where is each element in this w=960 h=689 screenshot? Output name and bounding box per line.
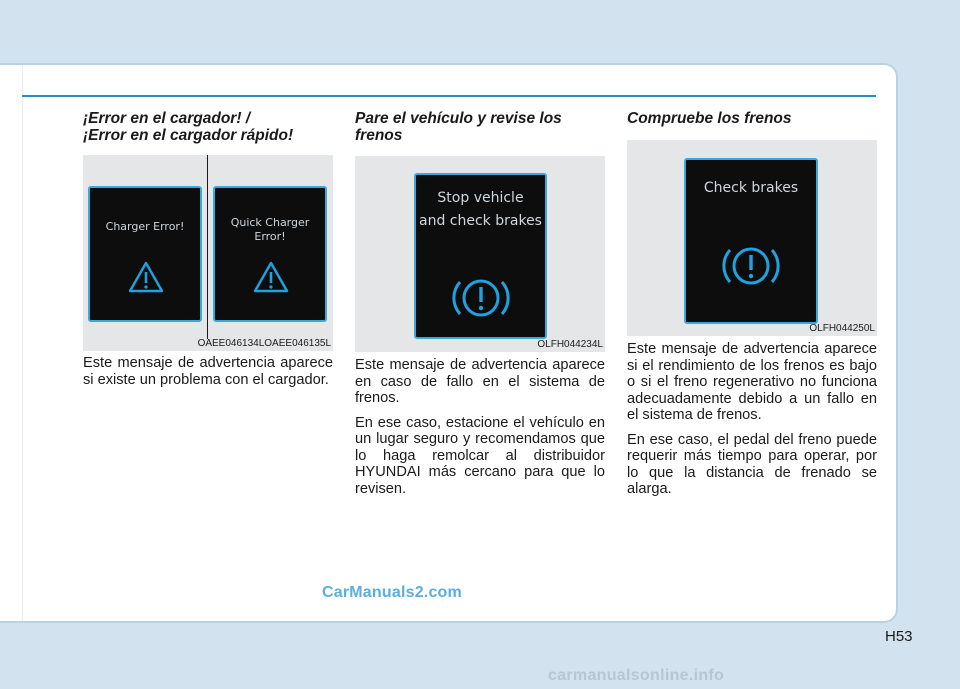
heading-line: ¡Error en el cargador rápido! — [83, 127, 294, 144]
heading-line: ¡Error en el cargador! / — [83, 110, 251, 127]
footer-site-link[interactable]: CarManuals2.com — [322, 584, 462, 601]
figure-divider — [207, 155, 208, 339]
figure-stop-vehicle — [355, 156, 605, 352]
figure-code: OLFH044250L — [809, 323, 875, 334]
section-stop-vehicle — [355, 110, 605, 505]
figure-charger-error — [83, 155, 333, 351]
warning-triangle-icon — [127, 260, 165, 294]
figure-check-brakes — [627, 140, 877, 336]
header-rule — [22, 95, 876, 97]
body-paragraph: Este mensaje de advertencia aparece si existe un problema con el cargador. — [83, 355, 333, 388]
watermark-text: carmanualsonline.info — [548, 667, 725, 684]
section-heading — [355, 110, 605, 144]
body-paragraph: Este mensaje de advertencia aparece si el rendimiento de los frenos es bajo o si el freno regenerativo no funciona adecuadamente debido a un fallo en el sistema de frenos. — [627, 341, 877, 423]
display-stop-vehicle — [414, 173, 547, 339]
display-check-brakes — [684, 158, 818, 324]
warning-triangle-icon — [252, 260, 290, 294]
body-paragraph: En ese caso, estacione el vehículo en un lugar seguro y recomendamos que lo haga remolcar al distribuidor HYUNDAI más cercano para que lo revisen. — [355, 414, 605, 497]
brake-warning-icon — [721, 240, 781, 292]
heading-line: Compruebe los frenos — [627, 110, 792, 127]
display-charger-error — [88, 186, 202, 322]
display-message: Quick Charger Error! — [230, 216, 310, 243]
section-charger-error — [83, 110, 333, 396]
page-number: H53 — [885, 628, 913, 645]
brake-warning-icon — [451, 272, 511, 324]
body-paragraph: En ese caso, el pedal del freno puede requerir más tiempo para operar, por lo que la distancia de frenado se alarga. — [627, 431, 877, 497]
heading-line: frenos — [355, 127, 403, 144]
display-message: Charger Error! — [105, 220, 185, 233]
heading-line: Pare el vehículo y revise los — [355, 110, 562, 127]
display-message-line: and check brakes — [419, 213, 542, 229]
figure-code: OAEE046134LOAEE046135L — [197, 338, 331, 349]
section-check-brakes — [627, 110, 877, 506]
display-quick-charger-error — [213, 186, 327, 322]
section-heading — [627, 110, 877, 127]
display-message-line: Stop vehicle — [437, 190, 524, 206]
body-paragraph: Este mensaje de advertencia aparece en caso de fallo en el sistema de frenos. — [355, 357, 605, 406]
section-heading — [83, 110, 333, 144]
margin-line — [22, 65, 23, 621]
display-message: Check brakes — [703, 180, 799, 196]
figure-code: OLFH044234L — [537, 339, 603, 350]
